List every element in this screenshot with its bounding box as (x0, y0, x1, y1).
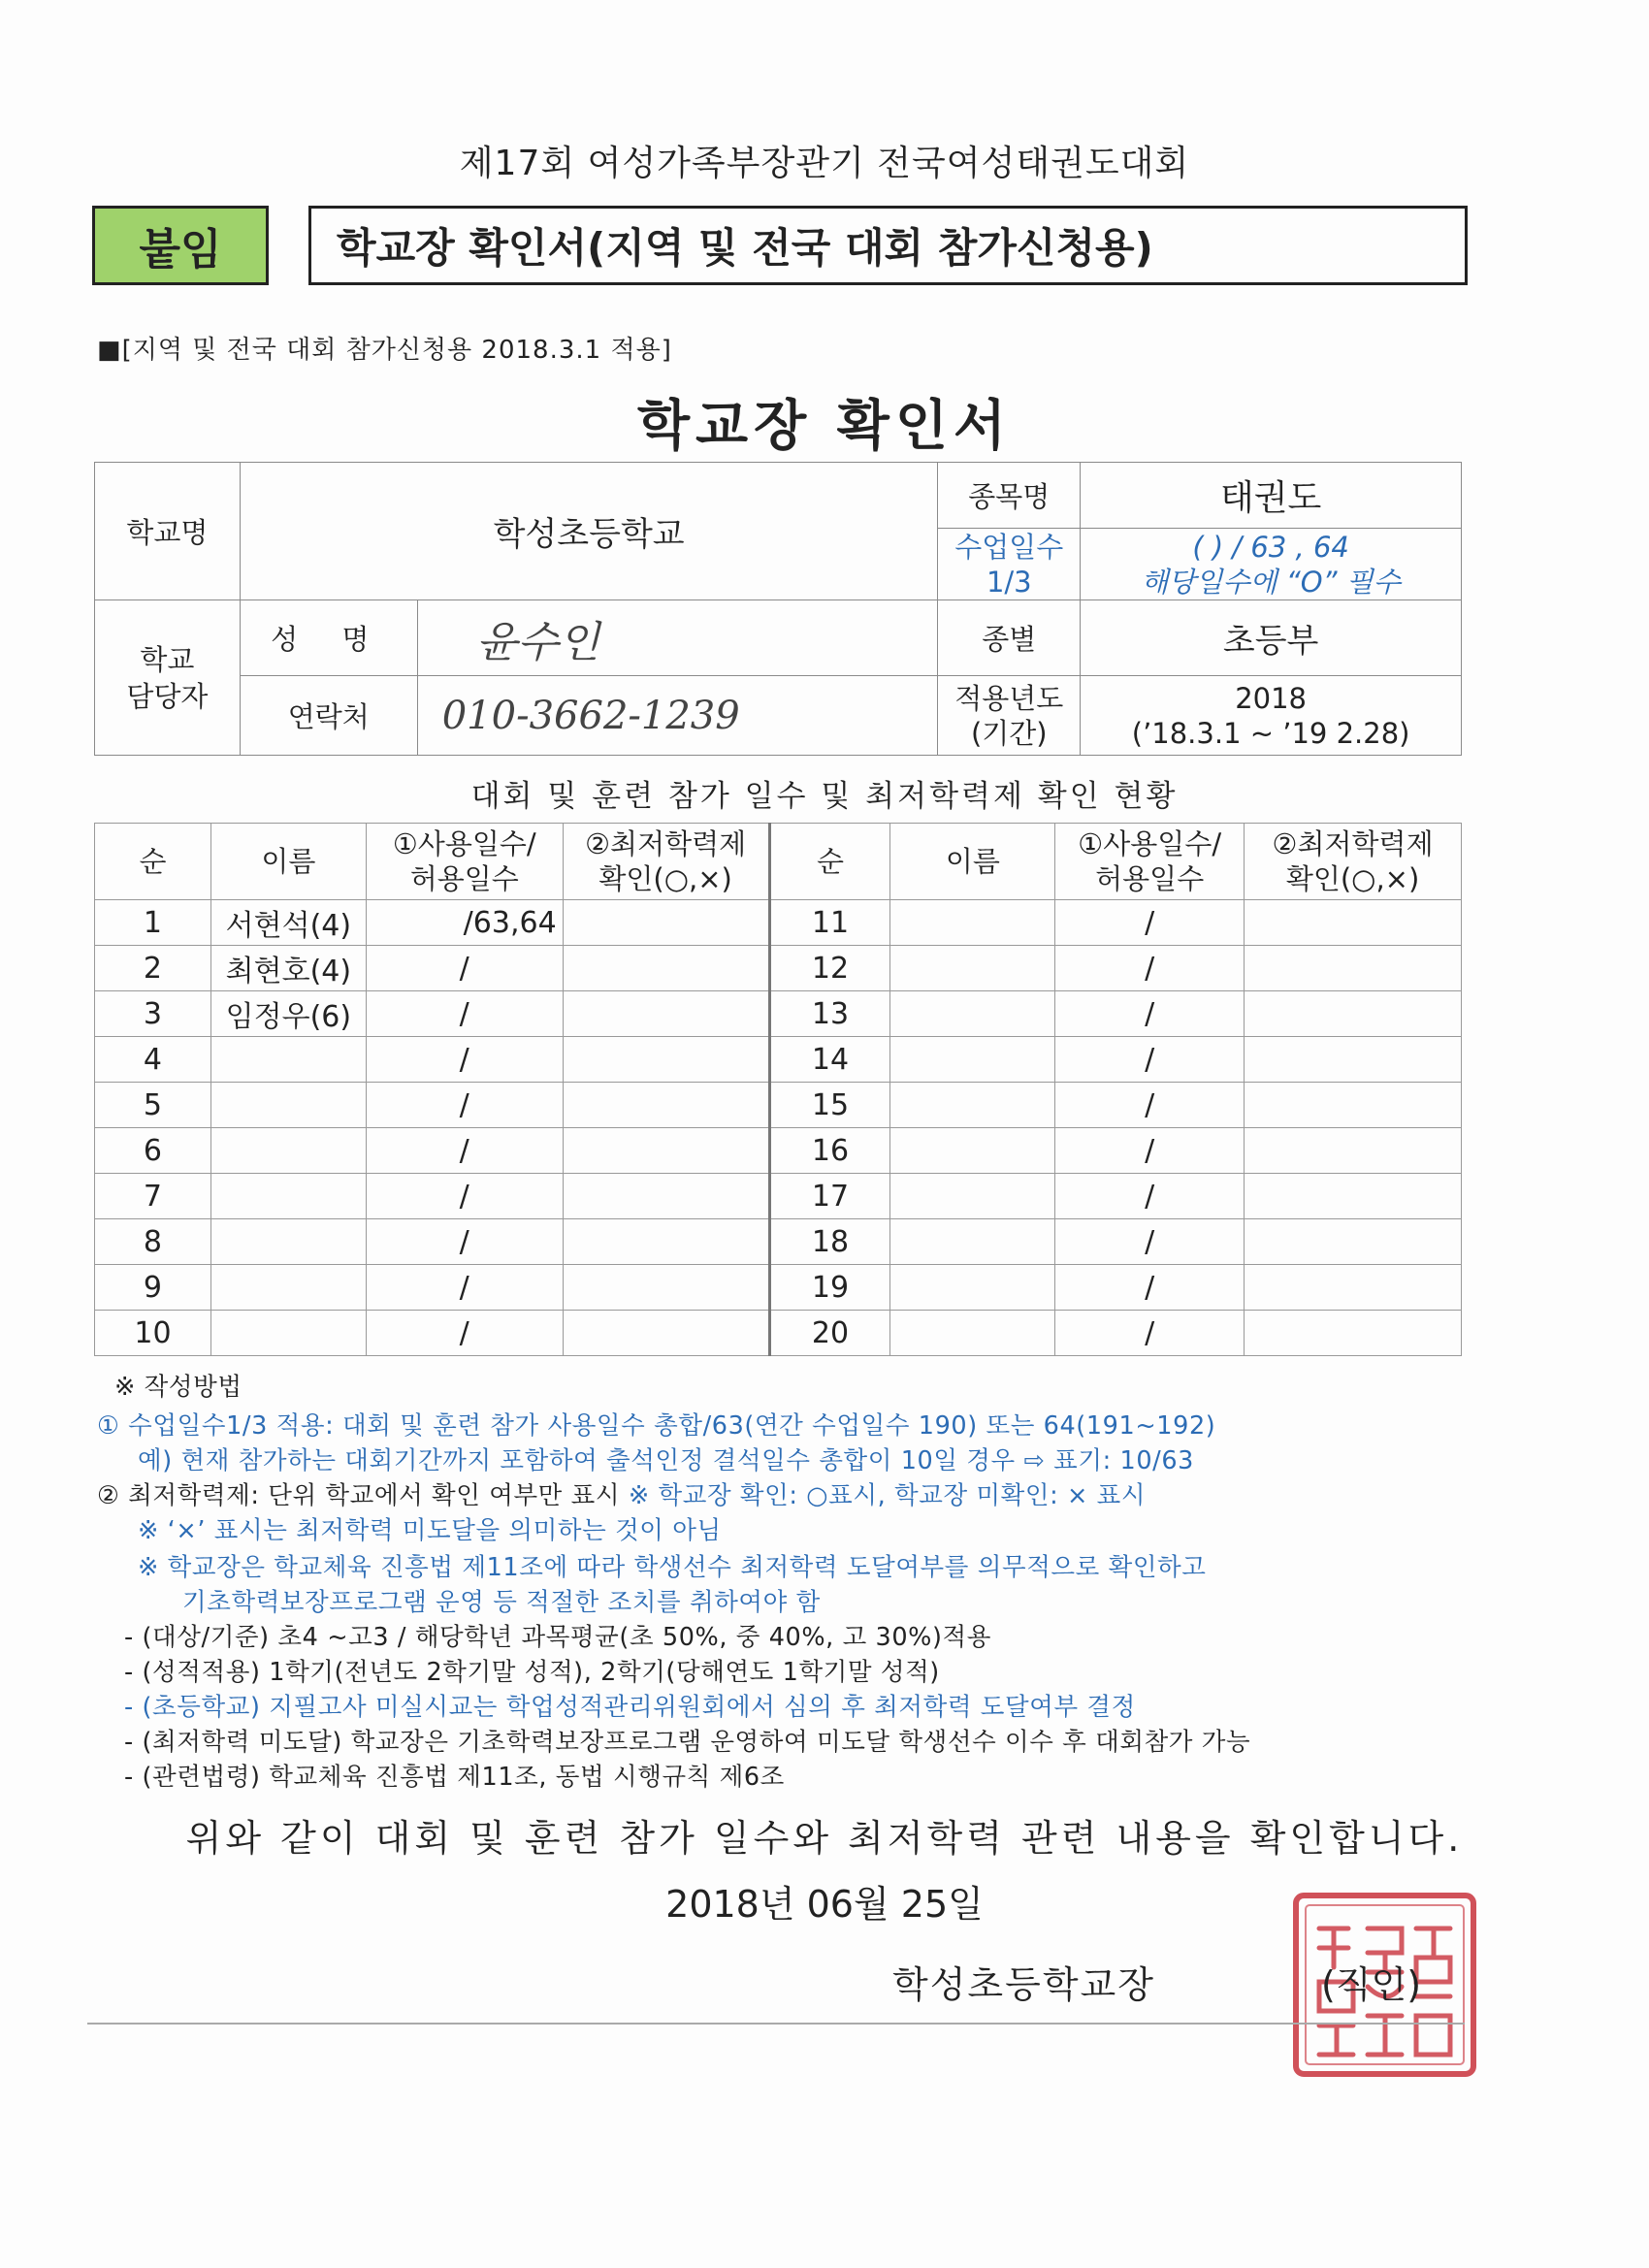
division-label: 종별 (938, 600, 1081, 676)
row-no: 9 (95, 1265, 211, 1311)
row-no: 14 (769, 1037, 890, 1083)
student-name (890, 991, 1055, 1037)
check-cell (1245, 1265, 1462, 1311)
year-value: 2018 (’18.3.1 ~ ’19 2.28) (1081, 676, 1462, 756)
note-8: - (최저학력 미도달) 학교장은 기초학력보장프로그램 운영하여 미도달 학생선수 이수 후 대회참가 가능 (124, 1728, 1251, 1757)
row-no: 13 (769, 991, 890, 1037)
check-cell (1245, 1174, 1462, 1219)
row-no: 2 (95, 946, 211, 991)
student-name (890, 1037, 1055, 1083)
days-cell: / (1055, 991, 1245, 1037)
check-cell (563, 900, 769, 946)
row-no: 1 (95, 900, 211, 946)
check-cell (1245, 1037, 1462, 1083)
row-no: 3 (95, 991, 211, 1037)
days-cell: / (366, 1219, 563, 1265)
bottom-divider (87, 2023, 1465, 2025)
event-title: 제17회 여성가족부장관기 전국여성태권도대회 (459, 144, 1190, 183)
row-no: 5 (95, 1083, 211, 1128)
check-cell (563, 946, 769, 991)
row-no: 10 (95, 1311, 211, 1356)
row-no: 19 (769, 1265, 890, 1311)
student-name (890, 1311, 1055, 1356)
applicability-notice: ■[지역 및 전국 대회 참가신청용 2018.3.1 적용] (97, 336, 672, 365)
days-cell: / (366, 1174, 563, 1219)
row-no: 15 (769, 1083, 890, 1128)
row-no: 18 (769, 1219, 890, 1265)
note-3: ※ ‘×’ 표시는 최저학력 미도달을 의미하는 것이 아님 (138, 1516, 722, 1545)
notes-heading: ※ 작성방법 (114, 1373, 242, 1402)
note-4b: 기초학력보장프로그램 운영 등 적절한 조치를 취하여야 함 (182, 1588, 821, 1617)
row-no: 8 (95, 1219, 211, 1265)
table-row (95, 1311, 1462, 1356)
days-cell: / (366, 991, 563, 1037)
student-name (890, 900, 1055, 946)
row-no: 4 (95, 1037, 211, 1083)
note-1a: ① 수업일수1/3 적용: 대회 및 훈련 참가 사용일수 총합/63(연간 수업일수 190) 또는 64(191~192) (97, 1411, 1216, 1441)
table-row (95, 1265, 1462, 1311)
days-cell: / (366, 1037, 563, 1083)
student-name (890, 1128, 1055, 1174)
check-cell (1245, 1083, 1462, 1128)
contact-label: 연락처 (240, 676, 417, 756)
student-name (890, 1174, 1055, 1219)
manager-label: 학교 담당자 (95, 600, 241, 756)
row-no: 11 (769, 900, 890, 946)
table-row (95, 1174, 1462, 1219)
student-name (210, 1174, 366, 1219)
class-days-label: 수업일수 1/3 (938, 529, 1081, 600)
check-cell (1245, 900, 1462, 946)
document-heading: 학교장 확인서 (636, 395, 1013, 458)
days-cell: / (1055, 1219, 1245, 1265)
school-label: 학교명 (95, 463, 241, 600)
table-row (95, 946, 1462, 991)
note-6: - (성적적용) 1학기(전년도 2학기말 성적), 2학기(당해연도 1학기말 성적) (124, 1658, 940, 1687)
student-name (210, 1219, 366, 1265)
sport-label: 종목명 (938, 463, 1081, 529)
info-table (94, 462, 1462, 756)
roster-table (94, 823, 1462, 1356)
row-no: 20 (769, 1311, 890, 1356)
header-check: ②최저학력제 확인(○,×) (563, 824, 769, 900)
seal-label: (직인) (1321, 1963, 1422, 2006)
form-title: 학교장 확인서(지역 및 전국 대회 참가신청용) (308, 206, 1468, 285)
row-no: 16 (769, 1128, 890, 1174)
check-cell (1245, 1219, 1462, 1265)
school-value: 학성초등학교 (240, 463, 937, 600)
table-row (95, 1037, 1462, 1083)
student-name (210, 1083, 366, 1128)
student-name: 임정우(6) (210, 991, 366, 1037)
check-cell (1245, 946, 1462, 991)
header-days: ①사용일수/ 허용일수 (1055, 824, 1245, 900)
table-row (95, 900, 1462, 946)
note-9: - (관련법령) 학교체육 진흥법 제11조, 동법 시행규칙 제6조 (124, 1763, 785, 1792)
student-name (890, 1265, 1055, 1311)
status-title: 대회 및 훈련 참가 일수 및 최저학력제 확인 현황 (470, 779, 1179, 814)
row-no: 6 (95, 1128, 211, 1174)
days-cell: / (1055, 1128, 1245, 1174)
check-cell (563, 1311, 769, 1356)
header-name: 이름 (890, 824, 1055, 900)
check-cell (563, 1174, 769, 1219)
header-name: 이름 (210, 824, 366, 900)
days-cell: / (1055, 1265, 1245, 1311)
confirmation-statement: 위와 같이 대회 및 훈련 참가 일수와 최저학력 관련 내용을 확인합니다. (185, 1817, 1464, 1860)
note-7: - (초등학교) 지필고사 미실시교는 학업성적관리위원회에서 심의 후 최저학력 도달여부 결정 (124, 1693, 1136, 1722)
division-value: 초등부 (1081, 600, 1462, 676)
attachment-label: 붙임 (92, 206, 269, 285)
note-1b: 예) 현재 참가하는 대회기간까지 포함하여 출석인정 결석일수 총합이 10일 경우 ⇨ 표기: 10/63 (138, 1446, 1194, 1475)
note-5: - (대상/기준) 초4 ~고3 / 해당학년 과목평균(초 50%, 중 40%, 고 30%)적용 (124, 1623, 992, 1652)
header-no: 순 (769, 824, 890, 900)
student-name: 서현석(4) (210, 900, 366, 946)
days-cell: / (366, 1265, 563, 1311)
check-cell (1245, 1128, 1462, 1174)
document-date: 2018년 06월 25일 (665, 1883, 984, 1926)
check-cell (563, 1265, 769, 1311)
note-4a: ※ 학교장은 학교체육 진흥법 제11조에 따라 학생선수 최저학력 도달여부를 의무적으로 확인하고 (138, 1553, 1207, 1582)
check-cell (563, 991, 769, 1037)
check-cell (563, 1128, 769, 1174)
row-no: 12 (769, 946, 890, 991)
days-cell: / (366, 1128, 563, 1174)
check-cell (563, 1083, 769, 1128)
student-name (890, 946, 1055, 991)
student-name: 최현호(4) (210, 946, 366, 991)
student-name (210, 1128, 366, 1174)
days-cell: / (366, 1083, 563, 1128)
days-cell: / (1055, 946, 1245, 991)
days-cell: /63,64 (366, 900, 563, 946)
contact-value: 010-3662-1239 (417, 676, 938, 756)
student-name (890, 1219, 1055, 1265)
student-name (210, 1311, 366, 1356)
header-days: ①사용일수/ 허용일수 (366, 824, 563, 900)
student-name (890, 1083, 1055, 1128)
check-cell (1245, 991, 1462, 1037)
days-cell: / (1055, 1174, 1245, 1219)
student-name (210, 1265, 366, 1311)
table-row (95, 1083, 1462, 1128)
row-no: 17 (769, 1174, 890, 1219)
days-cell: / (1055, 1311, 1245, 1356)
table-row (95, 991, 1462, 1037)
manager-name: 윤수인 (417, 600, 938, 676)
row-no: 7 (95, 1174, 211, 1219)
year-label: 적용년도 (기간) (938, 676, 1081, 756)
check-cell (563, 1037, 769, 1083)
note-2a: ② 최저학력제: 단위 학교에서 확인 여부만 표시 ※ 학교장 확인: ○표시, 학교장 미확인: × 표시 (97, 1481, 1147, 1510)
principal-title: 학성초등학교장 (892, 1963, 1155, 2006)
roster-header-row (95, 824, 1462, 900)
days-cell: / (1055, 1083, 1245, 1128)
table-row (95, 1219, 1462, 1265)
header-no: 순 (95, 824, 211, 900)
student-name (210, 1037, 366, 1083)
check-cell (1245, 1311, 1462, 1356)
class-days-value: ( ) / 63 , 64 해당일수에 “O” 필수 (1081, 529, 1462, 600)
sport-value: 태권도 (1081, 463, 1462, 529)
table-row (95, 1128, 1462, 1174)
days-cell: / (366, 946, 563, 991)
name-label: 성 명 (240, 600, 417, 676)
header-check: ②최저학력제 확인(○,×) (1245, 824, 1462, 900)
days-cell: / (366, 1311, 563, 1356)
days-cell: / (1055, 1037, 1245, 1083)
days-cell: / (1055, 900, 1245, 946)
check-cell (563, 1219, 769, 1265)
